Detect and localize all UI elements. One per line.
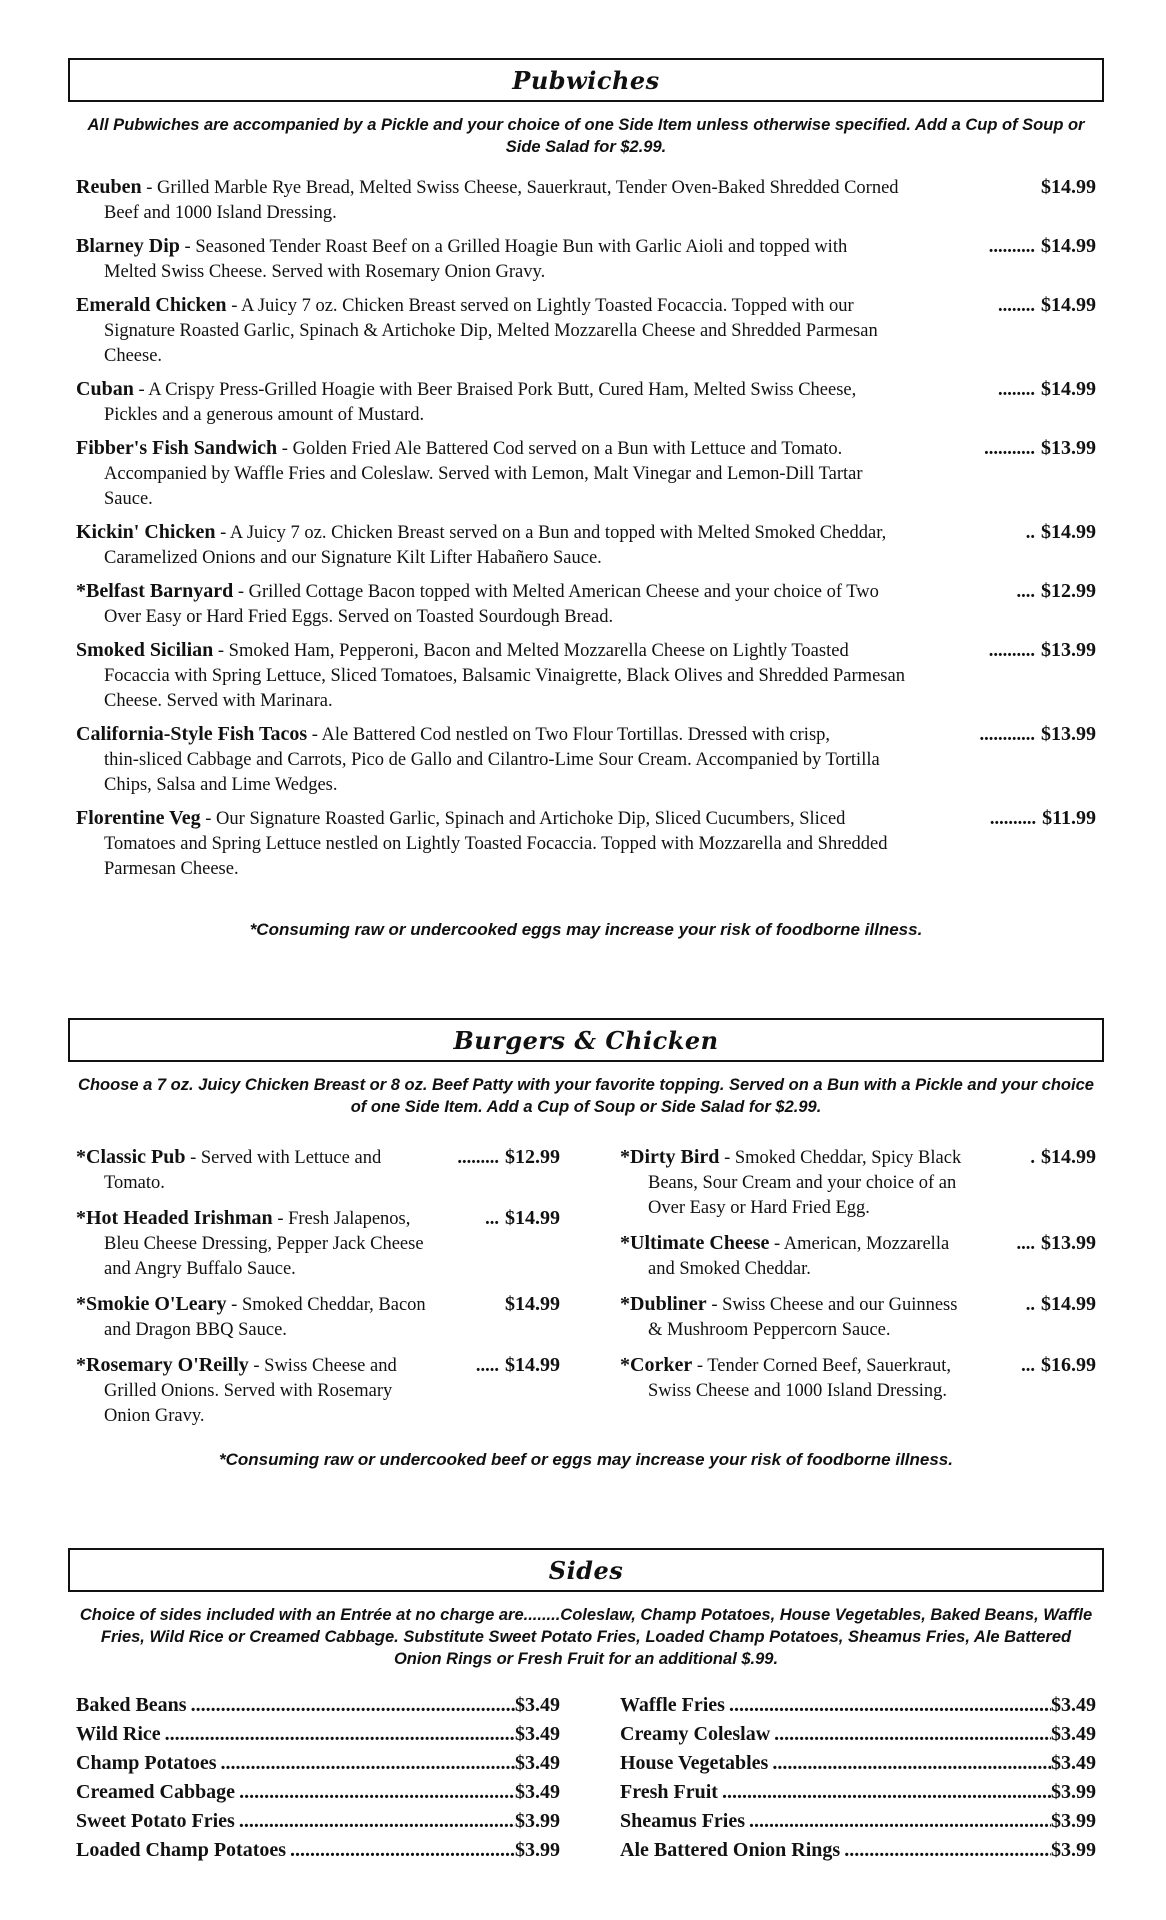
menu-item-price: $14.99 bbox=[505, 1207, 560, 1229]
menu-item-text bbox=[76, 638, 985, 664]
menu-item-description-line: Focaccia with Spring Lettuce, Sliced Tomatoes, Balsamic Vinaigrette, Black Olives and Shredded Parmesan bbox=[104, 666, 905, 686]
side-item-leader-dots bbox=[768, 1749, 1051, 1778]
menu-item-price: $16.99 bbox=[1041, 1354, 1096, 1376]
menu-item-text bbox=[76, 1292, 495, 1318]
menu-item-price: $13.99 bbox=[1041, 437, 1096, 459]
side-item-price: $3.99 bbox=[1051, 1839, 1096, 1861]
menu-item-description-line: and Dragon BBQ Sauce. bbox=[104, 1320, 287, 1340]
menu-item-leader-dots: ... bbox=[1021, 1356, 1035, 1376]
sides-heading: Sides bbox=[68, 1548, 1104, 1592]
side-item-name: Fresh Fruit bbox=[620, 1781, 718, 1803]
side-item-leader-dots bbox=[718, 1778, 1051, 1807]
menu-item-first-line bbox=[76, 638, 1096, 664]
menu-item-text bbox=[76, 1206, 481, 1232]
side-item-price: $3.49 bbox=[515, 1781, 560, 1803]
menu-item-name: *Belfast Barnyard bbox=[76, 580, 234, 602]
menu-item-description-line: Cheese. bbox=[104, 346, 163, 366]
menu-item-description: - Smoked Cheddar, Bacon bbox=[226, 1295, 426, 1315]
pubwiches-list bbox=[76, 175, 1096, 890]
menu-item bbox=[76, 806, 1096, 882]
menu-item-description: - Ale Battered Cod nestled on Two Flour Tortillas. Dressed with crisp, bbox=[307, 725, 831, 745]
side-item bbox=[620, 1807, 1096, 1836]
menu-item-description-line: Caramelized Onions and our Signature Kilt Lifter Habañero Sauce. bbox=[104, 548, 602, 568]
side-item-name: Creamy Coleslaw bbox=[620, 1723, 771, 1745]
menu-item-text bbox=[76, 1145, 453, 1171]
menu-item-leader-dots: ............ bbox=[979, 725, 1035, 745]
side-item bbox=[76, 1778, 560, 1807]
menu-item-leader-dots: .......... bbox=[989, 809, 1037, 829]
side-item-price: $3.99 bbox=[1051, 1810, 1096, 1832]
sides-intro: Choice of sides included with an Entrée at no charge are........Coleslaw, Champ Potatoes, House Vegetables, Baked Beans, Waffle Fries, Wild Rice or Creamed Cabbage. Substitute Sweet Potato Fries, Loaded Champ Potatoes, Sheamus Fries, Ale Battered Onion Rings or Fresh Fruit for an additional $.99. bbox=[79, 1606, 1093, 1668]
menu-item-text bbox=[76, 234, 985, 260]
menu-item-description: - Smoked Ham, Pepperoni, Bacon and Melted Mozzarella Cheese on Lightly Toasted bbox=[213, 641, 849, 661]
menu-item-description-line: Melted Swiss Cheese. Served with Rosemary Onion Gravy. bbox=[104, 262, 546, 282]
menu-item-price: $14.99 bbox=[1041, 521, 1096, 543]
menu-item-leader-dots: . bbox=[1030, 1148, 1035, 1168]
side-item bbox=[76, 1749, 560, 1778]
menu-item-description-line: Beef and 1000 Island Dressing. bbox=[104, 203, 337, 223]
menu-item-name: Cuban bbox=[76, 378, 134, 400]
menu-item bbox=[76, 436, 1096, 512]
menu-item-description: - Served with Lettuce and bbox=[185, 1148, 382, 1168]
menu-item-description-line: Bleu Cheese Dressing, Pepper Jack Cheese bbox=[104, 1234, 424, 1254]
menu-item-description-line: Beans, Sour Cream and your choice of an bbox=[648, 1173, 957, 1193]
menu-item-name: *Dirty Bird bbox=[620, 1146, 720, 1168]
pubwiches-section bbox=[68, 58, 1104, 958]
side-item-name: Wild Rice bbox=[76, 1723, 161, 1745]
menu-item-text bbox=[76, 293, 994, 319]
menu-item-description-line: Grilled Onions. Served with Rosemary bbox=[104, 1381, 393, 1401]
menu-item bbox=[620, 1353, 1096, 1404]
menu-item-description-line: Cheese. Served with Marinara. bbox=[104, 691, 333, 711]
menu-item-first-line bbox=[76, 722, 1096, 748]
menu-item-leader-dots: .... bbox=[1016, 1234, 1035, 1254]
menu-item-first-line bbox=[620, 1353, 1096, 1379]
menu-item-text bbox=[76, 806, 986, 832]
burgers-note: *Consuming raw or undercooked beef or eggs may increase your risk of foodborne illness. bbox=[218, 1450, 953, 1469]
menu-item-leader-dots: .......... bbox=[988, 641, 1035, 661]
menu-item-description-line: Sauce. bbox=[104, 489, 153, 509]
menu-item-description-line: Tomato. bbox=[104, 1173, 165, 1193]
side-item bbox=[76, 1691, 560, 1720]
menu-item-leader-dots: ........ bbox=[998, 380, 1035, 400]
menu-item-price: $14.99 bbox=[1041, 176, 1096, 198]
menu-item-description: - Tender Corned Beef, Sauerkraut, bbox=[692, 1356, 952, 1376]
menu-item-first-line bbox=[76, 293, 1096, 319]
burgers-right-column bbox=[620, 1145, 1096, 1414]
menu-item-name: *Hot Headed Irishman bbox=[76, 1207, 273, 1229]
side-item-name: House Vegetables bbox=[620, 1752, 769, 1774]
menu-item-name: Smoked Sicilian bbox=[76, 639, 214, 661]
menu-item bbox=[76, 1145, 560, 1196]
side-item-price: $3.99 bbox=[1051, 1781, 1096, 1803]
menu-item-first-line bbox=[76, 1292, 560, 1318]
menu-item-leader-dots: .......... bbox=[988, 237, 1035, 257]
side-item-price: $3.49 bbox=[515, 1694, 560, 1716]
side-item-leader-dots bbox=[770, 1720, 1051, 1749]
menu-item-leader-dots: ........... bbox=[984, 439, 1035, 459]
menu-item bbox=[76, 638, 1096, 714]
menu-item-text bbox=[76, 722, 976, 748]
menu-item bbox=[620, 1145, 1096, 1221]
menu-item-text bbox=[620, 1145, 1026, 1171]
side-item-name: Ale Battered Onion Rings bbox=[620, 1839, 841, 1861]
menu-item-description-line: Pickles and a generous amount of Mustard. bbox=[104, 405, 425, 425]
menu-item-leader-dots: ... bbox=[485, 1209, 499, 1229]
menu-item-price: $14.99 bbox=[1041, 378, 1096, 400]
side-item bbox=[76, 1836, 560, 1865]
menu-item bbox=[76, 579, 1096, 630]
menu-item bbox=[620, 1292, 1096, 1343]
pubwiches-intro: All Pubwiches are accompanied by a Pickle and your choice of one Side Item unless otherwise specified. Add a Cup of Soup or Side Salad for $2.99. bbox=[87, 116, 1085, 156]
menu-item-text bbox=[76, 175, 1031, 201]
menu-item-name: Blarney Dip bbox=[76, 235, 180, 257]
menu-item-description: - Swiss Cheese and bbox=[248, 1356, 397, 1376]
menu-item-description-line: and Angry Buffalo Sauce. bbox=[104, 1259, 296, 1279]
menu-item-text bbox=[620, 1231, 1013, 1257]
menu-item-name: *Dubliner bbox=[620, 1293, 707, 1315]
menu-item-name: *Corker bbox=[620, 1354, 693, 1376]
menu-item-leader-dots: .. bbox=[1025, 523, 1035, 543]
side-item-leader-dots bbox=[161, 1720, 515, 1749]
menu-item-price: $14.99 bbox=[1041, 1146, 1096, 1168]
menu-item-leader-dots: .. bbox=[1025, 1295, 1035, 1315]
menu-item bbox=[76, 520, 1096, 571]
menu-item-first-line bbox=[76, 234, 1096, 260]
menu-item-first-line bbox=[76, 806, 1096, 832]
menu-item-first-line bbox=[76, 436, 1096, 462]
side-item-leader-dots bbox=[235, 1807, 515, 1836]
menu-item-price: $14.99 bbox=[505, 1293, 560, 1315]
menu-item-text bbox=[76, 520, 1022, 546]
menu-item-first-line bbox=[76, 1353, 560, 1379]
menu-item-description: - Seasoned Tender Roast Beef on a Grilled Hoagie Bun with Garlic Aioli and topped with bbox=[179, 237, 848, 257]
side-item-name: Loaded Champ Potatoes bbox=[76, 1839, 287, 1861]
side-item-leader-dots bbox=[187, 1691, 515, 1720]
menu-item-price: $13.99 bbox=[1041, 639, 1096, 661]
menu-item bbox=[76, 377, 1096, 428]
side-item-name: Champ Potatoes bbox=[76, 1752, 217, 1774]
menu-item-description-line: Over Easy or Hard Fried Egg. bbox=[648, 1198, 870, 1218]
side-item bbox=[76, 1807, 560, 1836]
burgers-section bbox=[68, 1018, 1104, 1478]
menu-item-name: California-Style Fish Tacos bbox=[76, 723, 308, 745]
menu-item-first-line bbox=[76, 520, 1096, 546]
menu-item-first-line bbox=[620, 1145, 1096, 1171]
side-item bbox=[620, 1691, 1096, 1720]
side-item bbox=[620, 1778, 1096, 1807]
menu-item-text bbox=[76, 436, 980, 462]
menu-item-description-line: and Smoked Cheddar. bbox=[648, 1259, 811, 1279]
menu-item-price: $13.99 bbox=[1041, 723, 1096, 745]
menu-item-description-line: Accompanied by Waffle Fries and Coleslaw. Served with Lemon, Malt Vinegar and Lemon-Dill Tartar bbox=[104, 464, 863, 484]
menu-item-description-line: Over Easy or Hard Fried Eggs. Served on Toasted Sourdough Bread. bbox=[104, 607, 614, 627]
side-item-price: $3.49 bbox=[1051, 1752, 1096, 1774]
side-item-price: $3.99 bbox=[515, 1839, 560, 1861]
side-item-price: $3.49 bbox=[1051, 1694, 1096, 1716]
side-item bbox=[620, 1720, 1096, 1749]
sides-section bbox=[68, 1548, 1104, 1868]
menu-item-first-line bbox=[620, 1231, 1096, 1257]
menu-item-description-line: Parmesan Cheese. bbox=[104, 859, 239, 879]
menu-item-first-line bbox=[76, 175, 1096, 201]
menu-item-first-line bbox=[76, 1145, 560, 1171]
menu-item-first-line bbox=[620, 1292, 1096, 1318]
menu-item-price: $14.99 bbox=[505, 1354, 560, 1376]
burgers-heading: Burgers & Chicken bbox=[68, 1018, 1104, 1062]
side-item-name: Creamed Cabbage bbox=[76, 1781, 236, 1803]
menu-item-leader-dots: ..... bbox=[475, 1356, 499, 1376]
menu-item-price: $12.99 bbox=[1041, 580, 1096, 602]
menu-item-description: - A Juicy 7 oz. Chicken Breast served on Lightly Toasted Focaccia. Topped with our bbox=[226, 296, 854, 316]
menu-item-description: - A Juicy 7 oz. Chicken Breast served on a Bun and topped with Melted Smoked Cheddar, bbox=[215, 523, 887, 543]
menu-item-description: - Golden Fried Ale Battered Cod served on a Bun with Lettuce and Tomato. bbox=[277, 439, 843, 459]
menu-item-description-line: Signature Roasted Garlic, Spinach & Artichoke Dip, Melted Mozzarella Cheese and Shredded Parmesan bbox=[104, 321, 878, 341]
side-item-price: $3.99 bbox=[515, 1810, 560, 1832]
menu-item-text bbox=[76, 377, 994, 403]
burgers-left-column bbox=[76, 1145, 560, 1439]
side-item-leader-dots bbox=[840, 1836, 1051, 1865]
menu-item-description: - Our Signature Roasted Garlic, Spinach and Artichoke Dip, Sliced Cucumbers, Sliced bbox=[200, 809, 846, 829]
menu-item-first-line bbox=[76, 377, 1096, 403]
menu-item-name: *Ultimate Cheese bbox=[620, 1232, 770, 1254]
menu-item-price: $14.99 bbox=[1041, 235, 1096, 257]
menu-item-description: - Swiss Cheese and our Guinness bbox=[706, 1295, 958, 1315]
menu-item-name: Kickin' Chicken bbox=[76, 521, 216, 543]
menu-item-description-line: Tomatoes and Spring Lettuce nestled on Lightly Toasted Focaccia. Topped with Mozzarella and Shredded bbox=[104, 834, 888, 854]
menu-item-price: $14.99 bbox=[1041, 294, 1096, 316]
burgers-intro: Choose a 7 oz. Juicy Chicken Breast or 8 oz. Beef Patty with your favorite topping. Served on a Bun with a Pickle and your choice of one Side Item. Add a Cup of Soup or Side Salad for $2.99. bbox=[78, 1076, 1094, 1116]
menu-item-description: - A Crispy Press-Grilled Hoagie with Beer Braised Pork Butt, Cured Ham, Melted Swiss Cheese, bbox=[133, 380, 857, 400]
side-item-leader-dots bbox=[745, 1807, 1051, 1836]
menu-item-name: *Classic Pub bbox=[76, 1146, 186, 1168]
side-item-name: Waffle Fries bbox=[620, 1694, 725, 1716]
menu-item-price: $13.99 bbox=[1041, 1232, 1096, 1254]
side-item-price: $3.49 bbox=[515, 1752, 560, 1774]
side-item-price: $3.49 bbox=[1051, 1723, 1096, 1745]
menu-item-description-line: Chips, Salsa and Lime Wedges. bbox=[104, 775, 338, 795]
menu-item-description: - Grilled Cottage Bacon topped with Melted American Cheese and your choice of Two bbox=[233, 582, 879, 602]
side-item-name: Sheamus Fries bbox=[620, 1810, 745, 1832]
menu-item bbox=[76, 293, 1096, 369]
side-item-name: Sweet Potato Fries bbox=[76, 1810, 235, 1832]
menu-item-first-line bbox=[76, 1206, 560, 1232]
menu-item-description-line: thin-sliced Cabbage and Carrots, Pico de Gallo and Cilantro-Lime Sour Cream. Accompanied by Tortilla bbox=[104, 750, 880, 770]
side-item-price: $3.49 bbox=[515, 1723, 560, 1745]
sides-right-column bbox=[620, 1691, 1096, 1865]
side-item-name: Baked Beans bbox=[76, 1694, 187, 1716]
menu-item-price: $11.99 bbox=[1042, 807, 1096, 829]
side-item-leader-dots bbox=[725, 1691, 1051, 1720]
menu-item-name: Reuben bbox=[76, 176, 142, 198]
menu-item-text bbox=[76, 579, 1013, 605]
menu-item bbox=[76, 722, 1096, 798]
menu-item-name: *Rosemary O'Reilly bbox=[76, 1354, 249, 1376]
pubwiches-note: *Consuming raw or undercooked eggs may increase your risk of foodborne illness. bbox=[249, 920, 923, 939]
menu-item bbox=[76, 1206, 560, 1282]
pubwiches-heading: Pubwiches bbox=[68, 58, 1104, 102]
side-item bbox=[76, 1720, 560, 1749]
menu-item-text bbox=[620, 1292, 1022, 1318]
menu-item-description: - Smoked Cheddar, Spicy Black bbox=[719, 1148, 962, 1168]
menu-item-description: - American, Mozzarella bbox=[769, 1234, 950, 1254]
menu-item-name: *Smokie O'Leary bbox=[76, 1293, 227, 1315]
menu-item-leader-dots: .... bbox=[1016, 582, 1035, 602]
menu-item-price: $12.99 bbox=[505, 1146, 560, 1168]
menu-item bbox=[76, 1353, 560, 1429]
menu-item-description: - Fresh Jalapenos, bbox=[272, 1209, 411, 1229]
menu-item bbox=[76, 175, 1096, 226]
menu-item-name: Fibber's Fish Sandwich bbox=[76, 437, 278, 459]
sides-left-column bbox=[76, 1691, 560, 1865]
menu-item bbox=[76, 1292, 560, 1343]
menu-item-name: Emerald Chicken bbox=[76, 294, 227, 316]
menu-item bbox=[76, 234, 1096, 285]
menu-item bbox=[620, 1231, 1096, 1282]
menu-item-name: Florentine Veg bbox=[76, 807, 201, 829]
side-item bbox=[620, 1749, 1096, 1778]
menu-item-text bbox=[76, 1353, 472, 1379]
menu-item-first-line bbox=[76, 579, 1096, 605]
side-item-leader-dots bbox=[217, 1749, 515, 1778]
menu-item-leader-dots: ......... bbox=[457, 1148, 499, 1168]
menu-item-price: $14.99 bbox=[1041, 1293, 1096, 1315]
side-item-leader-dots bbox=[286, 1836, 515, 1865]
side-item-leader-dots bbox=[235, 1778, 515, 1807]
menu-item-description: - Grilled Marble Rye Bread, Melted Swiss Cheese, Sauerkraut, Tender Oven-Baked Shredded Corned bbox=[141, 178, 899, 198]
menu-item-description-line: Swiss Cheese and 1000 Island Dressing. bbox=[648, 1381, 948, 1401]
menu-item-text bbox=[620, 1353, 1017, 1379]
side-item bbox=[620, 1836, 1096, 1865]
menu-item-leader-dots: ........ bbox=[998, 296, 1035, 316]
menu-item-description-line: & Mushroom Peppercorn Sauce. bbox=[648, 1320, 891, 1340]
menu-item-description-line: Onion Gravy. bbox=[104, 1406, 205, 1426]
